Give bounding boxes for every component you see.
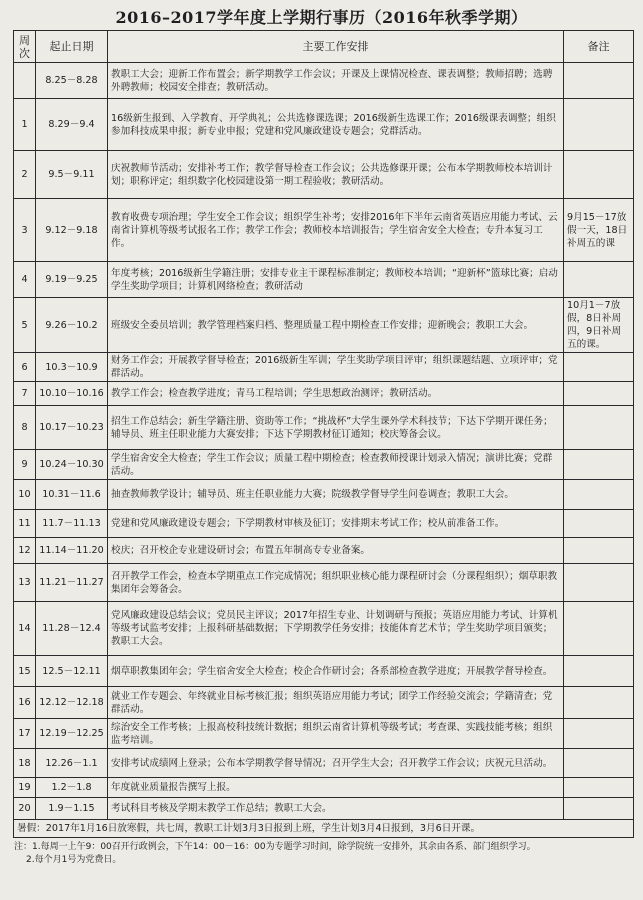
table-row bbox=[14, 538, 634, 564]
note-cell: 10月1－7放假，8日补周四，9日补周五的课。 bbox=[564, 298, 634, 353]
note-cell bbox=[564, 602, 634, 656]
dates-cell: 12.26－1.1 bbox=[36, 749, 108, 778]
week-cell: 15 bbox=[14, 656, 36, 687]
vacation-row bbox=[14, 820, 634, 838]
work-cell: 教职工大会；迎新工作布置会；新学期教学工作会议；开课及上课情况检查、课表调整；教师招聘；选聘外聘教师；校园安全排查；教研活动。 bbox=[108, 63, 564, 99]
week-cell: 18 bbox=[14, 749, 36, 778]
table-row bbox=[14, 749, 634, 778]
note-cell bbox=[564, 151, 634, 199]
week-cell bbox=[14, 63, 36, 99]
table-row bbox=[14, 450, 634, 480]
calendar-table bbox=[13, 30, 634, 838]
dates-cell: 11.14－11.20 bbox=[36, 538, 108, 564]
dates-cell: 9.19－9.25 bbox=[36, 262, 108, 298]
note-cell bbox=[564, 382, 634, 406]
calendar-body bbox=[14, 63, 634, 838]
note-cell bbox=[564, 564, 634, 602]
week-cell: 5 bbox=[14, 298, 36, 353]
note-cell bbox=[564, 99, 634, 151]
week-cell: 12 bbox=[14, 538, 36, 564]
table-row bbox=[14, 719, 634, 749]
dates-cell: 11.21－11.27 bbox=[36, 564, 108, 602]
work-cell: 招生工作总结会；新生学籍注册、资助等工作；“挑战杯”大学生课外学术科技节；下达下学期开课任务；辅导员、班主任职业能力大赛安排；下达下学期教材征订通知；校庆筹备会议。 bbox=[108, 406, 564, 450]
week-cell: 2 bbox=[14, 151, 36, 199]
work-cell: 党风廉政建设总结会议；党员民主评议；2017年招生专业、计划调研与预报；英语应用能力考试、计算机等级考试监考安排；上报科研基础数据；下学期教学任务安排；技能体育艺术节；学生奖助学项目颁奖；教职工大会。 bbox=[108, 602, 564, 656]
note-cell bbox=[564, 450, 634, 480]
note-cell bbox=[564, 798, 634, 820]
work-cell: 考试科目考核及学期末教学工作总结；教职工大会。 bbox=[108, 798, 564, 820]
table-row bbox=[14, 406, 634, 450]
work-cell: 学生宿舍安全大检查；学生工作会议；质量工程中期检查；检查教师授课计划录入情况；演讲比赛；党群活动。 bbox=[108, 450, 564, 480]
dates-cell: 1.2－1.8 bbox=[36, 778, 108, 798]
table-row bbox=[14, 353, 634, 382]
page-title: 2016–2017学年度上学期行事历（2016年秋季学期） bbox=[115, 8, 528, 27]
table-row bbox=[14, 687, 634, 719]
work-cell: 教学工作会；检查教学进度；青马工程培训；学生思想政治测评；教研活动。 bbox=[108, 382, 564, 406]
dates-cell: 9.5－9.11 bbox=[36, 151, 108, 199]
dates-cell: 9.12－9.18 bbox=[36, 199, 108, 262]
header-work: 主要工作安排 bbox=[108, 31, 564, 63]
work-cell: 召开教学工作会，检查本学期重点工作完成情况；组织职业核心能力课程研讨会（分课程组织）；烟草职教集团年会筹备会。 bbox=[108, 564, 564, 602]
table-row bbox=[14, 564, 634, 602]
table-row bbox=[14, 99, 634, 151]
week-cell: 8 bbox=[14, 406, 36, 450]
week-cell: 11 bbox=[14, 510, 36, 538]
table-row bbox=[14, 798, 634, 820]
work-cell: 庆祝教师节活动；安排补考工作；教学督导检查工作会议；公共选修课开课；公布本学期教师校本培训计划；职称评定；组织数字化校园建设第一期工程验收；教研活动。 bbox=[108, 151, 564, 199]
header-week: 周次 bbox=[14, 31, 36, 63]
week-cell: 9 bbox=[14, 450, 36, 480]
week-cell: 10 bbox=[14, 480, 36, 510]
work-cell: 安排考试成绩网上登录；公布本学期教学督导情况；召开学生大会；召开教学工作会议；庆祝元旦活动。 bbox=[108, 749, 564, 778]
work-cell: 年度考核；2016级新生学籍注册；安排专业主干课程标准制定；教师校本培训；“迎新杯”篮球比赛；启动学生奖助学项目；计算机网络检查；教研活动 bbox=[108, 262, 564, 298]
dates-cell: 8.29－9.4 bbox=[36, 99, 108, 151]
work-cell: 校庆；召开校企专业建设研讨会；布置五年制高专专业备案。 bbox=[108, 538, 564, 564]
note-cell bbox=[564, 406, 634, 450]
work-cell: 16级新生报到、入学教育、开学典礼；公共选修课选课；2016级新生选课工作；2016级课表调整；组织参加科技成果申报；新专业申报；党建和党风廉政建设专题会；党群活动。 bbox=[108, 99, 564, 151]
note-cell bbox=[564, 749, 634, 778]
table-row bbox=[14, 382, 634, 406]
week-cell: 16 bbox=[14, 687, 36, 719]
week-cell: 1 bbox=[14, 99, 36, 151]
footnote-1: 注：1.每周一上午9：00召开行政例会，下午14：00－16：00为专题学习时间，除学院统一安排外，其余由各系、部门组织学习。 bbox=[14, 842, 536, 852]
work-cell: 教育收费专项治理；学生安全工作会议；组织学生补考；安排2016年下半年云南省英语应用能力考试、云南省计算机等级考试报名工作；教学工作会；教师校本培训报告；学生宿舍安全大检查；专升本复习工作。 bbox=[108, 199, 564, 262]
table-row bbox=[14, 602, 634, 656]
table-row bbox=[14, 151, 634, 199]
week-cell: 4 bbox=[14, 262, 36, 298]
work-cell: 党建和党风廉政建设专题会；下学期教材审核及征订；安排期末考试工作；校从前准备工作。 bbox=[108, 510, 564, 538]
note-cell bbox=[564, 510, 634, 538]
work-cell: 年度就业质量报告撰写上报。 bbox=[108, 778, 564, 798]
note-cell bbox=[564, 778, 634, 798]
work-cell: 班级安全委员培训；教学管理档案归档、整理质量工程中期检查工作安排；迎新晚会；教职工大会。 bbox=[108, 298, 564, 353]
table-row bbox=[14, 656, 634, 687]
dates-cell: 10.3－10.9 bbox=[36, 353, 108, 382]
dates-cell: 9.26－10.2 bbox=[36, 298, 108, 353]
week-cell: 17 bbox=[14, 719, 36, 749]
note-cell bbox=[564, 262, 634, 298]
week-cell: 20 bbox=[14, 798, 36, 820]
note-cell bbox=[564, 480, 634, 510]
header-row bbox=[14, 31, 634, 63]
table-row bbox=[14, 199, 634, 262]
work-cell: 抽查教师教学设计；辅导员、班主任职业能力大赛；院级教学督导学生问卷调查；教职工大会。 bbox=[108, 480, 564, 510]
vacation-cell: 暑假：2017年1月16日放寒假，共七周，教职工计划3月3日报到上班，学生计划3月4日报到，3月6日开课。 bbox=[14, 820, 634, 838]
week-cell: 13 bbox=[14, 564, 36, 602]
table-row bbox=[14, 298, 634, 353]
work-cell: 财务工作会；开展教学督导检查；2016级新生军训；学生奖助学项目评审；组织课题结题、立项评审；党群活动。 bbox=[108, 353, 564, 382]
note-cell bbox=[564, 656, 634, 687]
note-cell bbox=[564, 538, 634, 564]
footnote-2: 2.每个月1号为党费日。 bbox=[26, 855, 122, 865]
header-dates: 起止日期 bbox=[36, 31, 108, 63]
note-cell bbox=[564, 719, 634, 749]
dates-cell: 12.19－12.25 bbox=[36, 719, 108, 749]
table-row bbox=[14, 262, 634, 298]
week-cell: 3 bbox=[14, 199, 36, 262]
calendar-page bbox=[10, 0, 633, 900]
note-cell bbox=[564, 687, 634, 719]
header-note: 备注 bbox=[564, 31, 634, 63]
dates-cell: 10.24－10.30 bbox=[36, 450, 108, 480]
week-cell: 6 bbox=[14, 353, 36, 382]
table-row bbox=[14, 510, 634, 538]
work-cell: 综治安全工作考核；上报高校科技统计数据；组织云南省计算机等级考试；考查课、实践技能考核；组织监考培训。 bbox=[108, 719, 564, 749]
dates-cell: 10.31－11.6 bbox=[36, 480, 108, 510]
work-cell: 烟草职教集团年会；学生宿舍安全大检查；校企合作研讨会；各系部检查教学进度；开展教学督导检查。 bbox=[108, 656, 564, 687]
note-cell bbox=[564, 353, 634, 382]
note-cell: 9月15－17放假一天，18日补周五的课 bbox=[564, 199, 634, 262]
dates-cell: 11.28－12.4 bbox=[36, 602, 108, 656]
table-row bbox=[14, 63, 634, 99]
work-cell: 就业工作专题会、年终就业目标考核汇报；组织英语应用能力考试；团学工作经验交流会；学籍清查；党群活动。 bbox=[108, 687, 564, 719]
table-row bbox=[14, 480, 634, 510]
week-cell: 7 bbox=[14, 382, 36, 406]
week-cell: 19 bbox=[14, 778, 36, 798]
dates-cell: 12.12－12.18 bbox=[36, 687, 108, 719]
dates-cell: 10.10－10.16 bbox=[36, 382, 108, 406]
dates-cell: 1.9－1.15 bbox=[36, 798, 108, 820]
dates-cell: 12.5－12.11 bbox=[36, 656, 108, 687]
dates-cell: 8.25－8.28 bbox=[36, 63, 108, 99]
note-cell bbox=[564, 63, 634, 99]
table-row bbox=[14, 778, 634, 798]
week-cell: 14 bbox=[14, 602, 36, 656]
dates-cell: 10.17－10.23 bbox=[36, 406, 108, 450]
dates-cell: 11.7－11.13 bbox=[36, 510, 108, 538]
